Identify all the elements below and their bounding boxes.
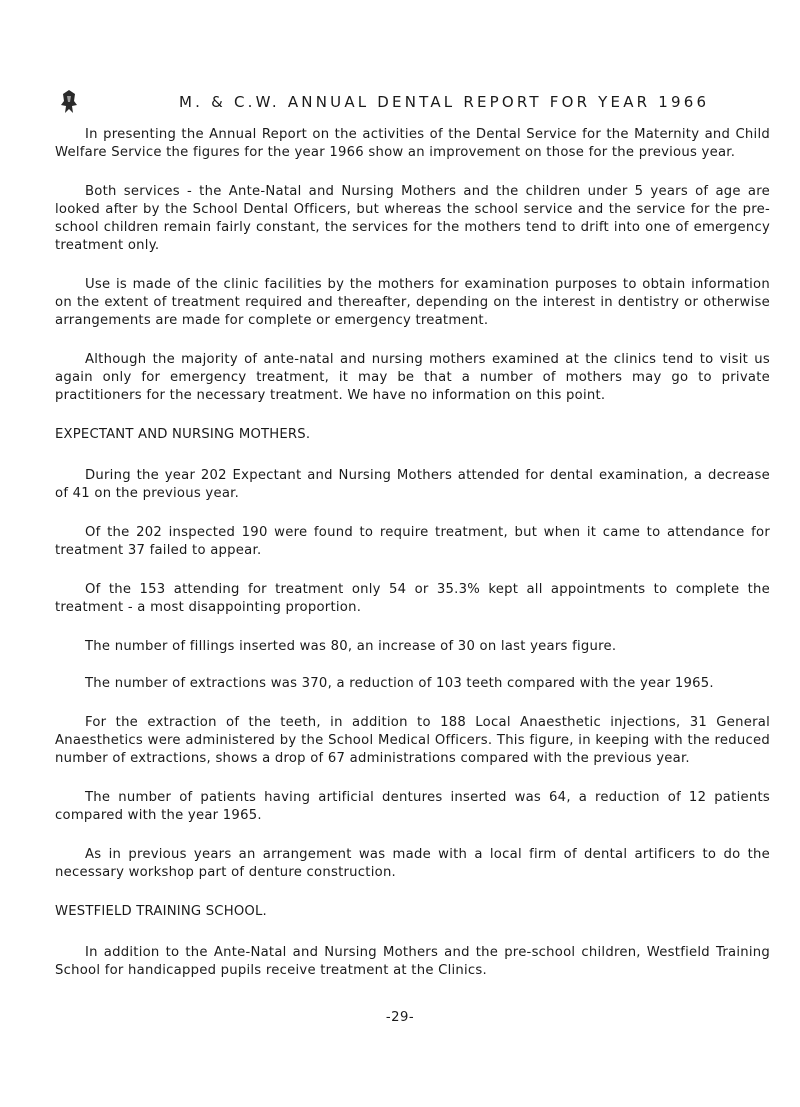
page-number: -29- — [385, 1010, 415, 1025]
section-heading-westfield: WESTFIELD TRAINING SCHOOL. — [55, 904, 267, 919]
paragraph-services: Both services - the Ante-Natal and Nursing Mothers and the children under 5 years of age are looked after by the School Dental Officers, but whereas the school service and the service for the pre-school children remain fairly constant, the services for the mothers tend to drift into one of emergency treatment only. — [55, 184, 770, 253]
report-title: M. & C.W. ANNUAL DENTAL REPORT FOR YEAR 1966 — [179, 93, 710, 111]
paragraph-clinic-use: Use is made of the clinic facilities by the mothers for examination purposes to obtain information on the extent of treatment required and thereafter, depending on the interest in dentistry or otherwise arrangements are made for complete or emergency treatment. — [55, 277, 770, 328]
report-body — [55, 126, 770, 1001]
paragraph-dentures: The number of patients having artificial dentures inserted was 64, a reduction of 12 patients compared with the year 1965. — [55, 790, 770, 823]
paragraph-workshop: As in previous years an arrangement was made with a local firm of dental artificers to do the necessary workshop part of denture construction. — [55, 847, 770, 880]
paragraph-westfield: In addition to the Ante-Natal and Nursing Mothers and the pre-school children, Westfield Training School for handicapped pupils receive treatment at the Clinics. — [55, 945, 770, 978]
paragraph-private-practitioners: Although the majority of ante-natal and nursing mothers examined at the clinics tend to visit us again only for emergency treatment, it may be that a number of mothers may go to private practitioners for the necessary treatment. We have no information on this point. — [55, 352, 770, 403]
paragraph-intro: In presenting the Annual Report on the activities of the Dental Service for the Maternity and Child Welfare Service the figures for the year 1966 show an improvement on those for the previous year. — [55, 127, 770, 160]
paragraph-fillings: The number of fillings inserted was 80, an increase of 30 on last years figure. — [85, 639, 617, 654]
paragraph-extractions: The number of extractions was 370, a reduction of 103 teeth compared with the year 1965. — [85, 676, 714, 691]
paragraph-anaesthetics: For the extraction of the teeth, in addition to 188 Local Anaesthetic injections, 31 General Anaesthetics were administered by the School Medical Officers. This figure, in keeping with the reduced number of extractions, shows a drop of 67 administrations compared with the previous year. — [55, 715, 770, 766]
paragraph-inspected: Of the 202 inspected 190 were found to require treatment, but when it came to attendance for treatment 37 failed to appear. — [55, 525, 770, 558]
paragraph-attendance: During the year 202 Expectant and Nursing Mothers attended for dental examination, a decrease of 41 on the previous year. — [55, 468, 770, 501]
municipal-crest-icon — [60, 89, 78, 115]
paragraph-appointments: Of the 153 attending for treatment only 54 or 35.3% kept all appointments to complete the treatment - a most disappointing proportion. — [55, 582, 770, 615]
section-heading-expectant-mothers: EXPECTANT AND NURSING MOTHERS. — [55, 427, 311, 442]
report-header — [55, 89, 765, 119]
